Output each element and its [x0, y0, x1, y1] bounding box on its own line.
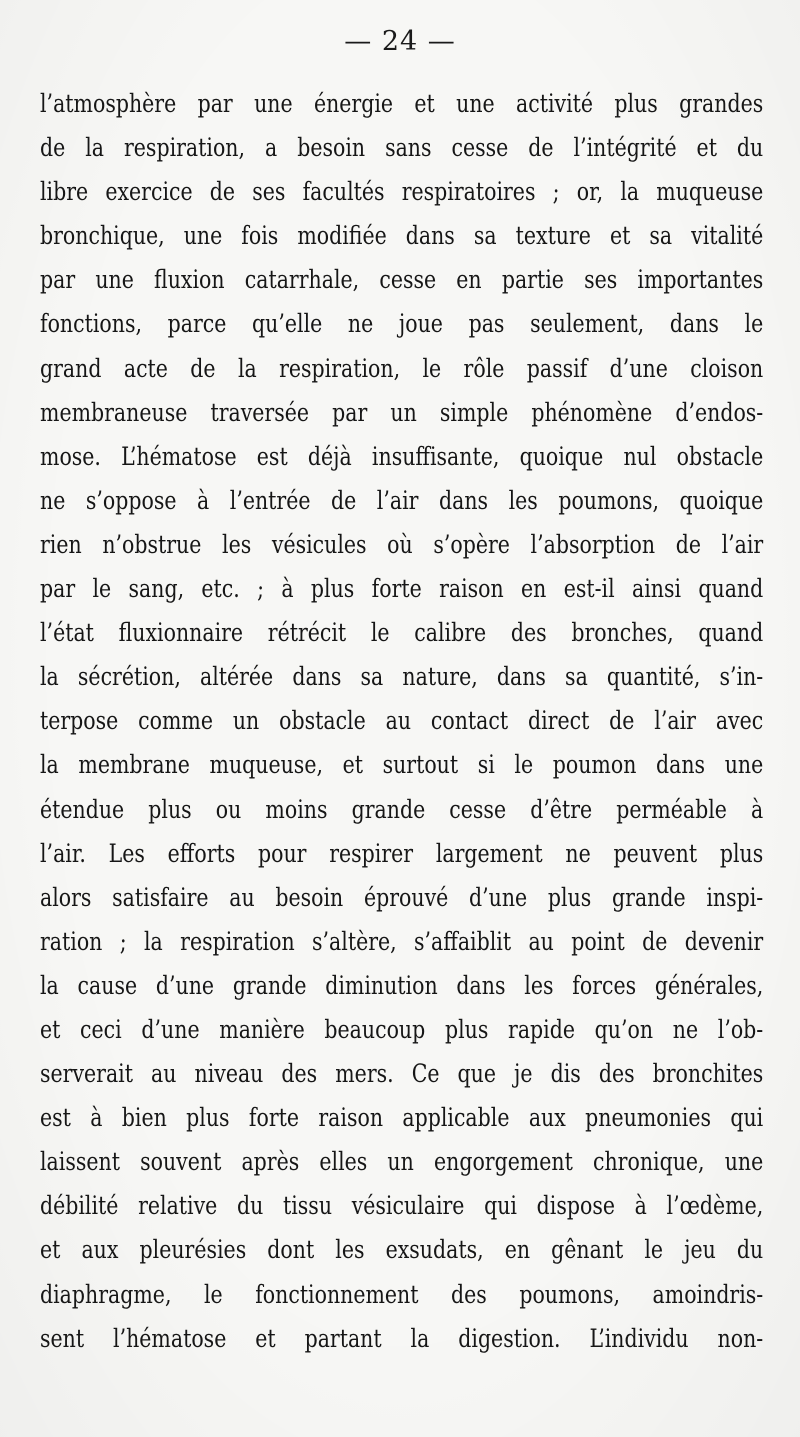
text-line: libre exercice de ses facultés respiratoires ; or, la muqueuse — [40, 177, 764, 207]
text-line: par une fluxion catarrhale, cesse en partie ses importantes — [40, 265, 764, 295]
text-line: est à bien plus forte raison applicable aux pneumonies qui — [40, 1103, 764, 1133]
text-line: par le sang, etc. ; à plus forte raison en est-il ainsi quand — [40, 574, 764, 604]
text-line: laissent souvent après elles un engorgement chronique, une — [40, 1147, 764, 1177]
text-line: de la respiration, a besoin sans cesse de l’intégrité et du — [40, 133, 764, 163]
text-line: bronchique, une fois modifiée dans sa texture et sa vitalité — [40, 221, 764, 251]
text-line: la sécrétion, altérée dans sa nature, dans sa quantité, s’in- — [40, 662, 764, 692]
text-line: fonctions, parce qu’elle ne joue pas seulement, dans le — [40, 309, 764, 339]
text-line: et ceci d’une manière beaucoup plus rapide qu’on ne l’ob- — [40, 1014, 764, 1044]
text-line: ne s’oppose à l’entrée de l’air dans les poumons, quoique — [40, 485, 764, 515]
text-line: étendue plus ou moins grande cesse d’être perméable à — [40, 794, 764, 824]
body-text — [40, 82, 764, 1361]
text-line: mose. L’hématose est déjà insuffisante, quoique nul obstacle — [40, 441, 764, 471]
text-line: serverait au niveau des mers. Ce que je dis des bronchites — [40, 1059, 764, 1089]
text-line: l’air. Les efforts pour respirer largement ne peuvent plus — [40, 838, 764, 868]
text-line: la cause d’une grande diminution dans les forces générales, — [40, 970, 764, 1000]
text-line: la membrane muqueuse, et surtout si le poumon dans une — [40, 750, 764, 780]
text-line: l’atmosphère par une énergie et une activité plus grandes — [40, 89, 764, 118]
text-line: et aux pleurésies dont les exsudats, en gênant le jeu du — [40, 1235, 764, 1265]
text-line: grand acte de la respiration, le rôle passif d’une cloison — [40, 353, 764, 383]
text-line: alors satisfaire au besoin éprouvé d’une plus grande inspi- — [40, 882, 764, 912]
text-line: l’état fluxionnaire rétrécit le calibre des bronches, quand — [40, 618, 764, 648]
text-line: membraneuse traversée par un simple phénomène d’endos- — [40, 397, 764, 427]
text-line: ration ; la respiration s’altère, s’affaiblit au point de devenir — [40, 926, 764, 956]
text-line: sent l’hématose et partant la digestion. L’individu non- — [40, 1323, 764, 1353]
text-line: diaphragme, le fonctionnement des poumons, amoindris- — [40, 1279, 764, 1309]
text-line: terpose comme un obstacle au contact direct de l’air avec — [40, 706, 764, 736]
text-line: rien n’obstrue les vésicules où s’opère l’absorption de l’air — [40, 529, 764, 559]
page-number: — 24 — — [344, 26, 456, 57]
text-line: débilité relative du tissu vésiculaire qui dispose à l’œdème, — [40, 1191, 764, 1221]
